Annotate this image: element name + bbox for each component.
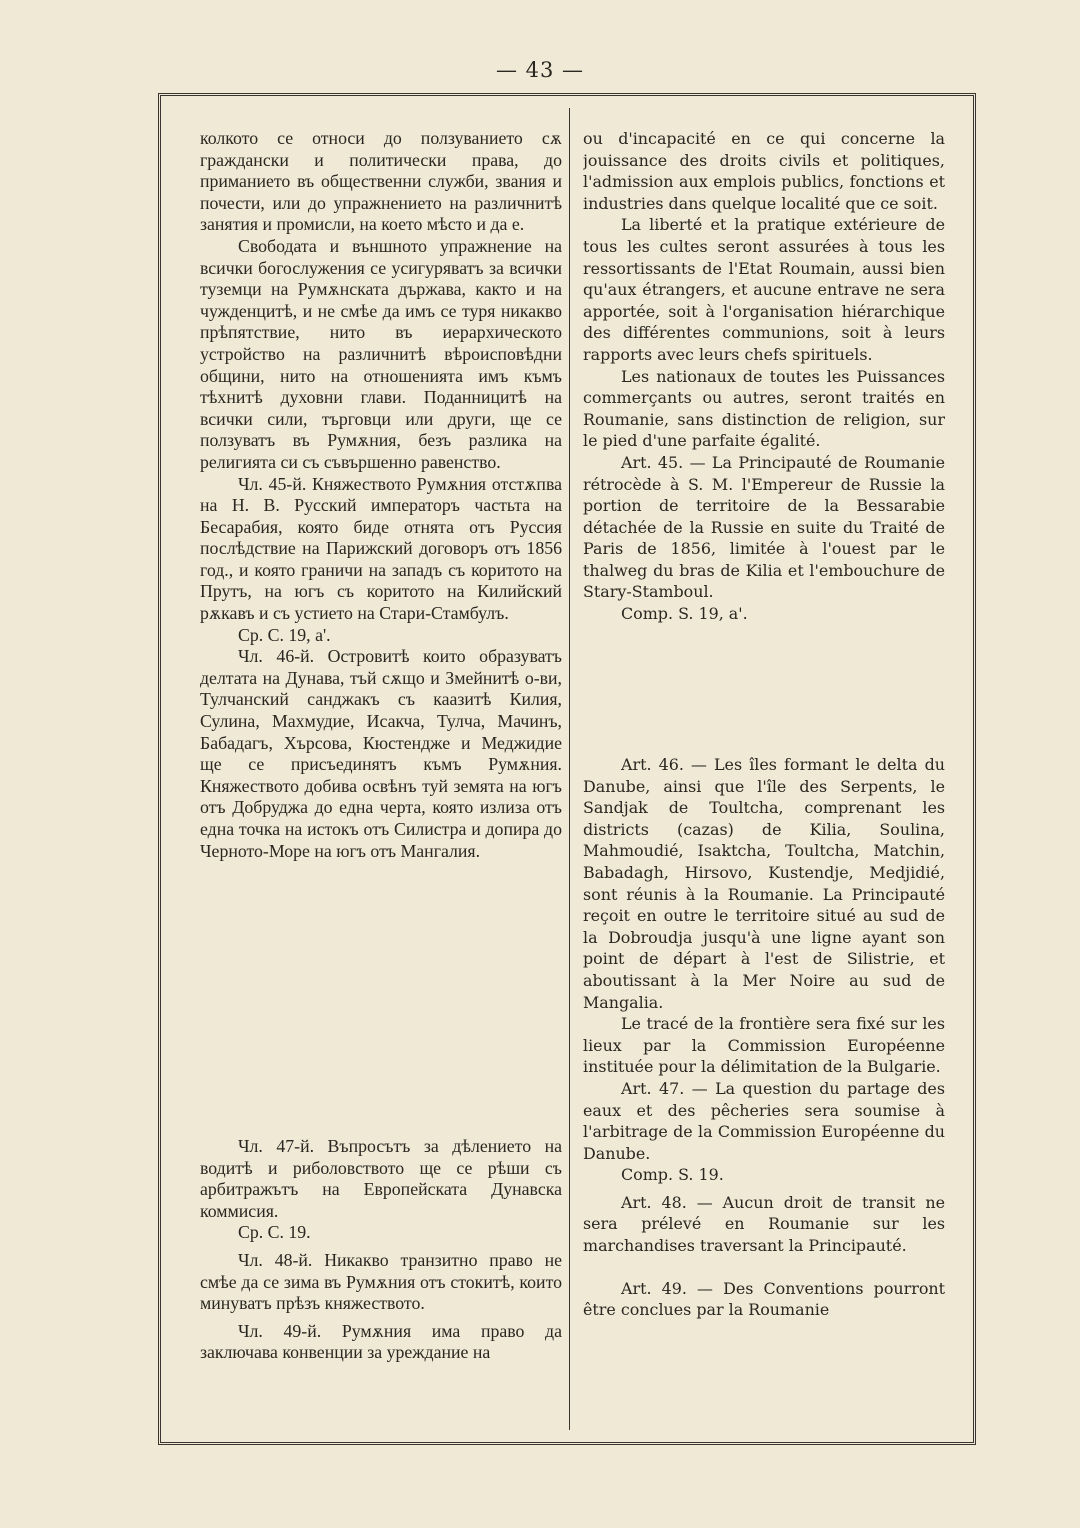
right-reference: Comp. S. 19, a'.	[621, 604, 748, 624]
right-article-46: Art. 46. — Les îles formant le delta du Danube, ainsi que l'île des Serpents, le Sandjak de Toultcha, comprenant les districts (cazas) de Kilia, Soulina, Mahmoudié, Isaktcha, Toultcha, Matchin, Babadagh, Hirsovo, Kustendje, Medjidié, sont réunis à la Roumanie. La Principauté reçoit en outre le territoire situé au sud de la Dobroudja jusqu'à une ligne ayant son point de départ à l'est de Silistrie, et aboutissant à la Mer Noire au sud de Mangalia.	[583, 755, 945, 1012]
page-number: — 43 —	[495, 58, 585, 82]
right-reference: Comp. S. 19.	[621, 1165, 724, 1185]
right-paragraph: Le tracé de la frontière sera fixé sur les lieux par la Commission Européenne instituée pour la délimitation de la Bulgarie.	[583, 1014, 945, 1077]
left-paragraph: колкото се относи до ползуванието сѫ граждански и политически права, до приманието въ общественни служби, звания и почести, или до упражнението на различнитѣ занятия и промисли, на което мѣсто и да е.	[200, 128, 562, 235]
left-article-46: Чл. 46-й. Островитѣ които образуватъ делтата на Дунава, тъй сѫщо и Змейнитѣ о-ви, Тулчанский санджакъ съ каазитѣ Килия, Сулина, Махмудие, Исакча, Тулча, Мачинъ, Бабадагъ, Хърсова, Кюстендже и Меджидие ще се присъединятъ къмъ Румѫния. Княжеството добива освѣнъ туй земята на югъ отъ Добруджа до една черта, която излиза отъ една точка на истокъ отъ Силистра и допира до Черното-Море на югъ отъ Мангалия.	[200, 646, 562, 861]
column-divider	[569, 108, 570, 1430]
right-article-48: Art. 48. — Aucun droit de transit ne sera prélevé en Roumanie sur les marchandises traversant la Principauté.	[583, 1192, 945, 1256]
right-article-49: Art. 49. — Des Conventions pourront être conclues par la Roumanie	[583, 1278, 945, 1320]
right-article-45: Art. 45. — La Principauté de Roumanie rétrocède à S. M. l'Empereur de Russie la portion de territoire de la Bessarabie détachée de la Russie en suite du Traité de Paris de 1856, limitée à l'ouest par le thalweg du bras de Kilia et l'embouchure de Stary-Stamboul.	[583, 452, 945, 602]
left-reference: Ср. С. 19.	[238, 1222, 311, 1243]
left-article-45: Чл. 45-й. Княжеството Румѫния отстѫпва на Н. В. Русский императоръ частьта на Бесарабия, която биде отнята отъ Руссия послѣдствие на Парижский договоръ отъ 1856 год., и която граничи на западъ съ коритото на Прутъ, на югъ съ коритото на Килийский рѫкавъ и съ устието на Стари-Стамбулъ.	[200, 473, 562, 624]
right-column	[583, 128, 945, 1428]
right-article-47: Art. 47. — La question du partage des eaux et des pêcheries sera soumise à l'arbitrage de la Commission Européenne du Danube.	[583, 1078, 945, 1163]
left-reference: Ср. С. 19, а'.	[238, 624, 331, 645]
left-article-47: Чл. 47-й. Въпросътъ за дѣлението на водитѣ и риболовството ще се рѣши съ арбитражътъ на Европейската Дунавска коммисия.	[200, 1136, 562, 1221]
left-paragraph: Свободата и външното упражнение на всички богослужения се усигуряватъ за всички туземци на Румѫнската държава, както и на чужденцитѣ, и не смѣе да имъ се туря никакво прѣпятствие, нито въ иерархическото устройство на различнитѣ вѣроисповѣдни общини, нито на отношенията имъ къмъ тѣхнитѣ духовни глави. Поданницитѣ на всички сили, търговци или други, ще се ползуватъ въ Румѫния, безъ разлика на религията си съ съвършенно равенство.	[200, 235, 562, 472]
left-article-49: Чл. 49-й. Румѫния има право да заключава конвенции за уреждание на	[200, 1320, 562, 1363]
left-column	[200, 128, 562, 1428]
right-paragraph: ou d'incapacité en ce qui concerne la jouissance des droits civils et politiques, l'admission aux emplois publics, fonctions et industries dans quelque localité que ce soit.	[583, 129, 945, 213]
right-paragraph: La liberté et la pratique extérieure de tous les cultes seront assurées à tous les ressortissants de l'Etat Roumain, aussi bien qu'aux étrangers, et aucune entrave ne sera apportée, soit à l'organisation hiérarchique des différentes communions, soit à leurs rapports avec leurs chefs spirituels.	[583, 215, 945, 364]
left-article-48: Чл. 48-й. Никакво транзитно право не смѣе да се зима въ Румѫния отъ стокитѣ, които минуватъ прѣзъ княжеството.	[200, 1249, 562, 1314]
right-paragraph: Les nationaux de toutes les Puissances commerçants ou autres, seront traités en Roumanie, sans distinction de religion, sur le pied d'une parfaite égalité.	[583, 366, 945, 451]
